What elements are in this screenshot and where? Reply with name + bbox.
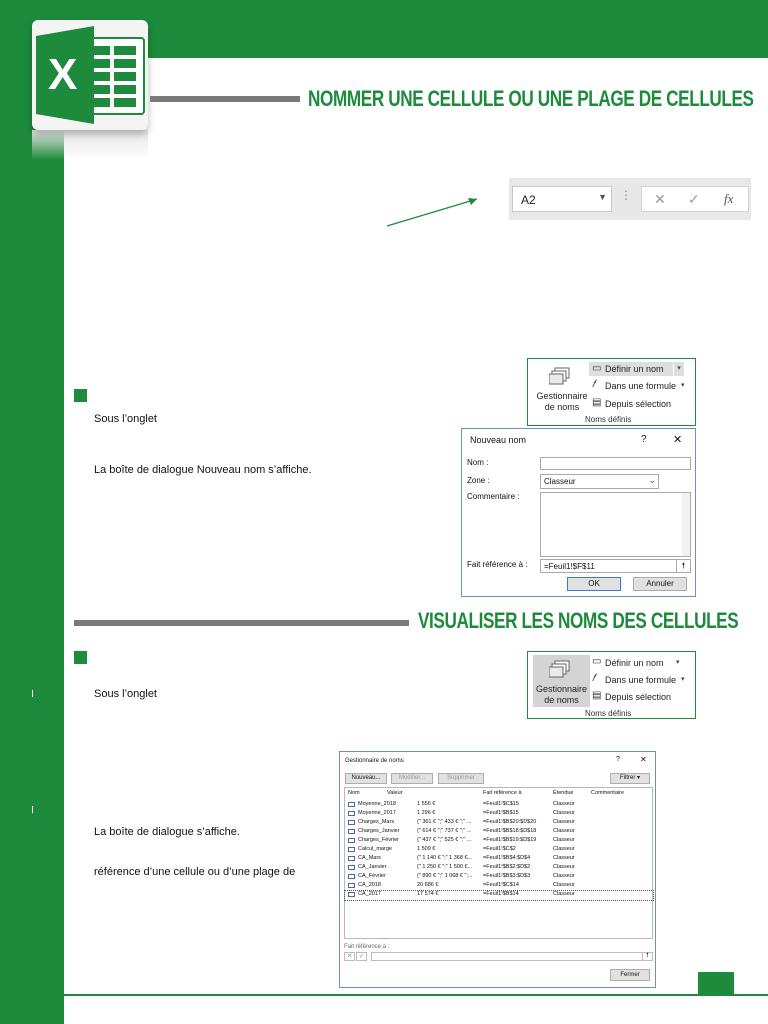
define-name-label: Définir un nom	[605, 364, 664, 374]
close-button[interactable]: Fermer	[610, 969, 650, 981]
collapse-dialog-icon[interactable]: 🠕	[642, 953, 652, 960]
refers-to-label: Fait référence à :	[344, 944, 390, 950]
refers-cell: =Feuil1!$C$15	[483, 801, 519, 807]
table-row[interactable]	[345, 864, 653, 873]
group-label: Noms définis	[585, 415, 632, 424]
instruction-text: Sous l’onglet	[94, 413, 157, 425]
table-row[interactable]	[345, 810, 653, 819]
value-cell: {" 437 € ";" 525 € ";" ...	[417, 837, 472, 843]
excel-logo	[32, 20, 148, 130]
scope-cell: Classeur	[553, 819, 575, 825]
table-row[interactable]	[345, 846, 653, 855]
value-cell: 1 556 €	[417, 801, 436, 807]
scrollbar[interactable]	[682, 493, 690, 556]
column-header-refers[interactable]: Fait référence à	[483, 790, 522, 796]
table-row[interactable]	[345, 873, 653, 882]
name-manager-dialog	[339, 751, 656, 988]
name-manager-label: Gestionnaire de noms	[535, 684, 588, 705]
left-sidebar-band	[0, 58, 64, 1024]
refers-to-value: =Feuil1!$F$11	[544, 562, 595, 571]
refers-cell: =Feuil1!$C$2	[483, 846, 516, 852]
chevron-down-icon[interactable]: ▾	[676, 659, 680, 666]
delete-name-button[interactable]: Supprimer	[438, 773, 484, 784]
chevron-down-icon[interactable]: ▾	[681, 676, 685, 683]
scope-cell: Classeur	[553, 882, 575, 888]
refers-cell: =Feuil1!$B$18:$D$18	[483, 828, 537, 834]
pointer-arrow-icon	[385, 195, 485, 230]
instruction-text: La boîte de dialogue s’affiche.	[94, 826, 240, 838]
formula-bar-buttons	[641, 186, 749, 212]
group-label: Noms définis	[585, 709, 632, 718]
name-cell: Charges_Mars	[358, 819, 395, 825]
refers-cell: =Feuil1!$C$14	[483, 882, 519, 888]
refers-cell: =Feuil1!$B$20:$D$20	[483, 819, 537, 825]
name-icon	[348, 883, 355, 888]
create-from-selection-button[interactable]: Depuis sélection	[605, 399, 672, 409]
name-cell: CA_Février	[358, 873, 386, 879]
value-cell: 1 509 €	[417, 846, 436, 852]
name-manager-icon	[549, 660, 573, 678]
refers-cell: =Feuil1!$B$15	[483, 810, 519, 816]
value-cell: {" 614 € ";" 737 € ";" ...	[417, 828, 472, 834]
collapse-dialog-icon[interactable]: 🠕	[676, 560, 690, 572]
names-list[interactable]	[344, 787, 653, 939]
use-in-formula-button[interactable]: Dans une formule	[605, 675, 677, 685]
help-icon[interactable]: ?	[616, 756, 620, 763]
table-row-selected[interactable]	[345, 891, 653, 900]
name-icon	[348, 838, 355, 843]
value-cell: {" 890 € ";" 1 068 € ";...	[417, 873, 473, 879]
more-dots-icon: ⋮	[620, 188, 632, 202]
column-header-comment[interactable]: Commentaire	[591, 790, 625, 796]
scope-select[interactable]	[540, 474, 659, 489]
name-box[interactable]	[512, 186, 612, 212]
heading-rule	[150, 96, 300, 102]
chevron-down-icon[interactable]: ▼	[598, 192, 607, 202]
instruction-text: Sous l’onglet	[94, 688, 157, 700]
scope-cell: Classeur	[553, 873, 575, 879]
margin-tick	[32, 806, 33, 813]
name-icon	[348, 874, 355, 879]
value-cell: 1 296 €	[417, 810, 436, 816]
check-icon[interactable]: ✓	[356, 952, 367, 961]
ribbon-defined-names-group	[527, 358, 696, 426]
scope-label: Zone :	[467, 476, 490, 485]
list-header	[345, 788, 652, 798]
scope-cell: Classeur	[553, 855, 575, 861]
table-row[interactable]	[345, 837, 653, 846]
name-box-value: A2	[521, 193, 536, 207]
name-icon	[348, 811, 355, 816]
name-icon	[348, 856, 355, 861]
table-row[interactable]	[345, 801, 653, 810]
table-row[interactable]	[345, 882, 653, 891]
refers-cell: =Feuil1!$B$19:$D$19	[483, 837, 537, 843]
help-icon[interactable]: ?	[641, 434, 647, 445]
name-icon	[348, 865, 355, 870]
cancel-button[interactable]: Annuler	[633, 577, 687, 591]
scope-value: Classeur	[544, 477, 576, 486]
create-from-selection-button[interactable]: Depuis sélection	[605, 692, 672, 702]
name-manager-button[interactable]: Gestionnaire de noms	[536, 391, 588, 412]
bullet-square	[74, 389, 87, 402]
name-icon	[348, 820, 355, 825]
tag-icon: ▭	[592, 363, 602, 374]
new-name-button[interactable]: Nouveau...	[345, 773, 387, 784]
refers-cell: =Feuil1!$B$3:$D$3	[483, 873, 531, 879]
name-label: Nom :	[467, 458, 489, 467]
dialog-title: Nouveau nom	[470, 435, 527, 445]
name-cell: CA_2017	[358, 891, 381, 897]
use-in-formula-button[interactable]: Dans une formule	[605, 381, 677, 391]
heading-rule	[74, 620, 409, 626]
formula-icon: 𝑓	[592, 379, 596, 390]
page-number-box	[698, 972, 734, 994]
define-name-button[interactable]	[589, 362, 673, 376]
cancel-icon[interactable]: ✕	[344, 952, 355, 961]
scope-cell: Classeur	[553, 828, 575, 834]
check-icon[interactable]: ✓	[688, 191, 700, 207]
name-manager-icon	[549, 367, 573, 385]
refers-to-input[interactable]	[371, 952, 653, 961]
refers-cell: =Feuil1!$B$2:$D$2	[483, 864, 531, 870]
close-icon[interactable]: ✕	[640, 755, 647, 764]
scope-cell: Classeur	[553, 846, 575, 852]
bullet-square	[74, 651, 87, 664]
scope-cell: Classeur	[553, 837, 575, 843]
name-cell: CA_Mars	[358, 855, 381, 861]
comment-label: Commentaire :	[467, 492, 520, 501]
ok-button[interactable]: OK	[567, 577, 621, 591]
name-cell: Moyenne_2018	[358, 801, 396, 807]
function-icon[interactable]: fx	[724, 191, 734, 206]
table-row[interactable]	[345, 855, 653, 864]
margin-tick	[32, 690, 33, 697]
chevron-down-icon[interactable]: ▾	[681, 382, 685, 389]
name-icon	[348, 892, 355, 897]
scope-cell: Classeur	[553, 891, 575, 897]
scope-cell: Classeur	[553, 810, 575, 816]
instruction-text: La boîte de dialogue Nouveau nom s’affiche.	[94, 464, 312, 476]
cancel-icon[interactable]: ✕	[654, 191, 666, 207]
name-cell: Moyenne_2017	[358, 810, 396, 816]
name-input[interactable]	[540, 457, 691, 470]
name-cell: CA_Janvier	[358, 864, 387, 870]
excel-logo-letter: X	[48, 50, 78, 99]
column-header-name[interactable]: Nom	[348, 790, 360, 796]
scope-cell: Classeur	[553, 801, 575, 807]
table-row[interactable]	[345, 828, 653, 837]
ribbon-defined-names-group	[527, 651, 696, 719]
refers-to-input[interactable]	[540, 559, 691, 573]
name-manager-button[interactable]	[533, 655, 590, 707]
column-header-value[interactable]: Valeur	[387, 790, 403, 796]
chevron-down-icon[interactable]: ⌄	[648, 475, 656, 485]
name-icon	[348, 829, 355, 834]
value-cell: {" 361 € ";" 433 € ";" ...	[417, 819, 472, 825]
edit-name-button[interactable]: Modifier...	[391, 773, 433, 784]
section-title-name-cell: NOMMER UNE CELLULE OU UNE PLAGE DE CELLULES	[308, 86, 754, 111]
name-cell: Charges_Janvier	[358, 828, 400, 834]
dialog-title: Gestionnaire de noms	[345, 758, 404, 764]
define-name-button[interactable]: Définir un nom	[605, 658, 664, 668]
refers-cell: =Feuil1!$B$14	[483, 891, 519, 897]
refers-to-label: Fait référence à :	[467, 560, 528, 569]
close-icon[interactable]: ✕	[673, 434, 683, 446]
filter-button[interactable]: Filtrer ▾	[610, 773, 650, 784]
name-cell: Calcul_marge	[358, 846, 392, 852]
section-title-view-names: VISUALISER LES NOMS DES CELLULES	[418, 608, 739, 633]
comment-textarea[interactable]	[540, 492, 691, 557]
footer-rule	[64, 994, 768, 996]
value-cell: 17 574 €	[417, 891, 439, 897]
refers-cell: =Feuil1!$B$4:$D$4	[483, 855, 531, 861]
name-icon	[348, 802, 355, 807]
name-cell: Charges_Février	[358, 837, 399, 843]
new-name-dialog	[461, 428, 696, 597]
create-from-selection-icon: ▤	[592, 690, 602, 701]
formula-icon: 𝑓	[592, 673, 596, 684]
create-from-selection-icon: ▤	[592, 397, 602, 408]
chevron-down-icon[interactable]: ▾	[674, 362, 684, 376]
value-cell: {" 1 140 € ";" 1 368 €...	[417, 855, 473, 861]
value-cell: 20 686 €	[417, 882, 439, 888]
scope-cell: Classeur	[553, 864, 575, 870]
name-icon	[348, 847, 355, 852]
tag-icon: ▭	[592, 656, 602, 667]
value-cell: {" 1 250 € ";" 1 500 €...	[417, 864, 473, 870]
instruction-text: référence d’une cellule ou d’une plage de	[94, 866, 296, 878]
name-cell: CA_2018	[358, 882, 381, 888]
column-header-scope[interactable]: Étendue	[553, 790, 574, 796]
table-row[interactable]	[345, 819, 653, 828]
logo-reflection	[32, 130, 148, 160]
